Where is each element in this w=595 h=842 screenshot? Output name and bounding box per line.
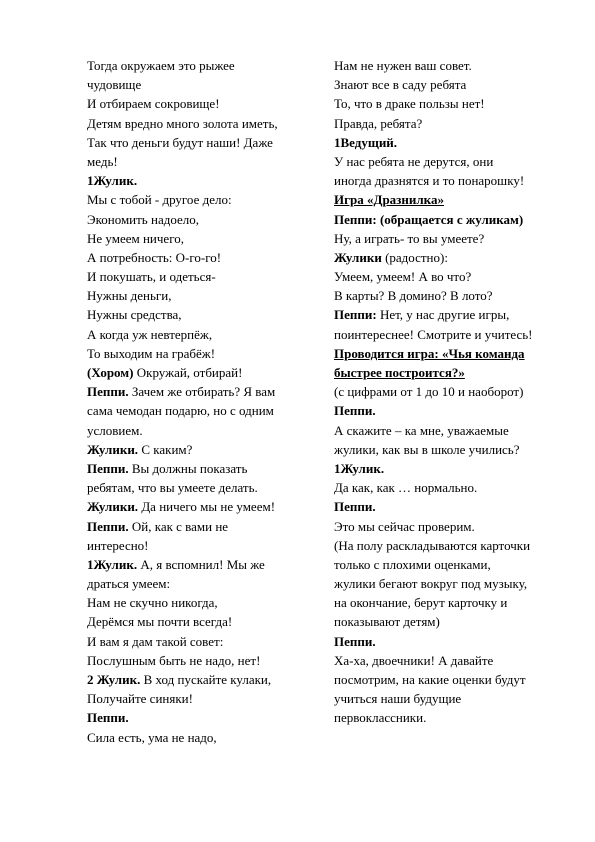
text-line [87,497,302,516]
text-run: Вы должны показать [128,460,248,476]
text-run: Получайте синяки! [87,691,193,707]
text-line [334,421,579,440]
text-line [87,517,302,536]
text-run: Правда, ребята? [334,115,423,131]
text-run: Нам не нужен ваш совет. [334,58,472,73]
text-run: Зачем же отбирать? Я вам [128,384,276,400]
text-line [87,171,302,190]
text-line [334,133,579,152]
text-line [87,612,302,631]
text-run: показывают детям) [334,614,440,630]
text-line [334,401,579,420]
text-line [87,229,302,248]
text-line [334,190,579,209]
text-line [87,536,302,555]
text-run: Ха-ха, двоечники! А давайте [334,652,494,668]
text-line [87,401,302,420]
text-run: интересно! [87,537,149,553]
text-line [334,248,579,267]
right-column [334,56,579,728]
text-run: (обращается с жуликам) [376,211,524,227]
text-run: иногда дразнятся и то понарошку! [334,173,525,189]
text-run: (На полу раскладываются карточки [334,537,531,553]
text-line [87,363,302,382]
text-line [334,517,579,536]
text-run: быстрее построится?» [334,365,465,380]
text-run: драться умеем: [87,576,171,592]
text-run: Умеем, умеем! А во что? [334,269,472,285]
text-run: Пеппи. [334,499,376,515]
text-line [334,593,579,612]
text-run: Пеппи. [334,403,376,419]
text-run: 2 Жулик. [87,672,141,687]
text-line [334,229,579,248]
text-run: ребятам, что вы умеете делать. [87,480,258,496]
text-run: Послушным быть не надо, нет! [87,652,261,668]
text-line [334,363,579,382]
text-line [87,689,302,708]
text-run: Пеппи. [87,710,129,726]
text-run: поинтереснее! Смотрите и учитесь! [334,326,533,342]
text-run: У нас ребята не дерутся, они [334,153,494,169]
text-run: А, я вспомнил! Мы же [137,556,265,572]
text-run: посмотрим, на какие оценки будут [334,672,526,687]
text-run: И покушать, и одеться- [87,269,216,285]
text-run: Игра «Дразнилка» [334,192,444,208]
text-run: жулики бегают вокруг под музыку, [334,576,528,592]
text-run: 1Ведущий. [334,134,398,150]
text-line [334,708,579,727]
text-run: медь! [87,153,118,169]
text-line [87,459,302,478]
text-line [87,478,302,497]
text-run: Так что деньги будут наши! Даже [87,134,273,150]
text-run: условием. [87,422,143,438]
text-run: Не умеем ничего, [87,230,184,246]
text-line [334,344,579,363]
text-line [334,459,579,478]
text-line [87,670,302,689]
text-run: Ой, как с вами не [128,518,229,534]
text-run: Жулики [334,249,382,265]
text-run: Жулики. [87,499,139,515]
text-line [87,593,302,612]
text-run: Нет, у нас другие игры, [376,307,510,323]
text-line [87,382,302,401]
text-line [87,190,302,209]
text-line [334,574,579,593]
text-line [87,325,302,344]
text-run: Это мы сейчас проверим. [334,518,475,534]
text-run: С каким? [138,441,193,457]
text-run: Знают все в саду ребята [334,77,467,93]
text-run: И отбираем сокровище! [87,96,220,112]
text-line [334,632,579,651]
text-line [334,536,579,555]
text-line [87,75,302,94]
text-run: (с цифрами от 1 до 10 и наоборот) [334,384,524,400]
text-line [334,382,579,401]
text-line [87,133,302,152]
text-line [334,440,579,459]
text-line [87,421,302,440]
text-line [334,56,579,75]
text-run: учиться наши будущие [334,691,462,707]
text-line [334,114,579,133]
text-line [334,94,579,113]
text-line [334,651,579,670]
text-run: 1Жулик. [87,173,138,189]
text-run: Пеппи: [334,211,377,227]
text-run: А потребность: О-го-го! [87,249,222,265]
text-line [334,555,579,574]
text-run: А когда уж невтерпёж, [87,326,213,342]
text-run: Сила есть, ума не надо, [87,729,217,745]
text-run: То выходим на грабёж! [87,345,216,361]
text-line [87,267,302,286]
text-line [87,94,302,113]
text-run: Да ничего мы не умеем! [138,499,276,515]
text-run: Детям вредно много золота иметь, [87,115,278,131]
text-line [334,478,579,497]
text-line [334,210,579,229]
text-line [334,305,579,324]
text-line [87,651,302,670]
text-line [87,56,302,75]
text-run: Нам не скучно никогда, [87,595,218,611]
text-line [87,555,302,574]
text-line [87,305,302,324]
text-run: Жулики. [87,441,139,457]
text-line [87,632,302,651]
text-run: Проводится игра: «Чья команда [334,345,525,361]
text-run: чудовище [87,77,142,93]
text-line [334,75,579,94]
text-run: сама чемодан подарю, но с одним [87,403,274,419]
text-line [87,440,302,459]
text-run: 1Жулик. [334,460,385,476]
text-line [334,670,579,689]
text-run: только с плохими оценками, [334,556,491,572]
text-run: Пеппи. [87,384,129,400]
text-run: То, что в драке пользы нет! [334,96,485,112]
text-run: Мы с тобой - другое дело: [87,192,232,208]
text-run: В карты? В домино? В лото? [334,288,493,304]
text-line [334,152,579,171]
text-line [334,497,579,516]
text-run: Нужны деньги, [87,288,172,304]
text-run: И вам я дам такой совет: [87,633,224,649]
text-line [334,267,579,286]
text-run: Тогда окружаем это рыжее [87,58,235,73]
text-run: 1Жулик. [87,556,138,572]
text-line [334,689,579,708]
text-run: Пеппи. [87,518,129,534]
text-line [87,574,302,593]
text-line [87,152,302,171]
text-line [334,612,579,631]
text-run: А скажите – ка мне, уважаемые [334,422,509,438]
text-run: Пеппи. [87,460,129,476]
text-run: Да как, как … нормально. [334,480,478,496]
text-run: Экономить надоело, [87,211,199,227]
text-line [87,344,302,363]
text-run: Ну, а играть- то вы умеете? [334,230,485,246]
text-line [87,728,302,747]
text-line [87,248,302,267]
text-line [87,210,302,229]
text-run: Нужны средства, [87,307,182,323]
text-run: Пеппи: [334,307,377,323]
text-run: Пеппи. [334,633,376,649]
text-run: Окружай, отбирай! [133,365,243,380]
text-run: Дерёмся мы почти всегда! [87,614,233,630]
text-run: на окончание, берут карточку и [334,595,508,611]
text-run: В ход пускайте кулаки, [140,672,272,687]
text-run: (радостно): [381,249,448,265]
text-line [87,286,302,305]
text-line [334,171,579,190]
text-line [87,708,302,727]
text-line [334,325,579,344]
left-column [87,56,302,747]
text-line [334,286,579,305]
text-line [87,114,302,133]
text-run: (Хором) [87,365,134,380]
text-run: жулики, как вы в школе учились? [334,441,520,457]
text-run: первоклассники. [334,710,427,726]
